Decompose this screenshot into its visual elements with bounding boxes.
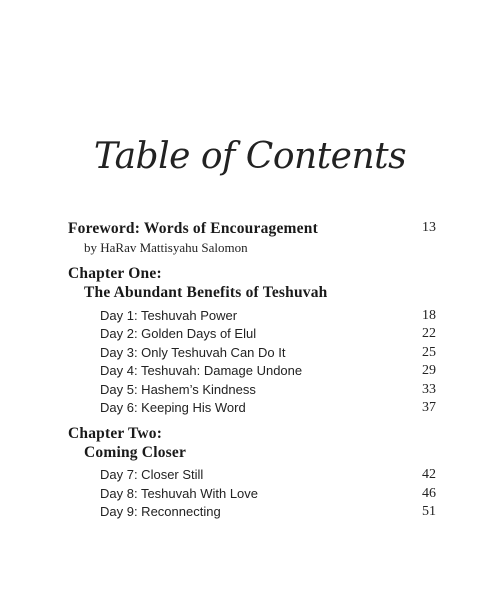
chapter-subtitle (0, 444, 500, 464)
toc-foreword (0, 220, 500, 240)
toc-entry (0, 400, 500, 420)
chapter-two-heading: Chapter Two: (68, 425, 163, 442)
entry-title: Day 9: Reconnecting (100, 504, 221, 519)
chapter-heading (0, 265, 500, 285)
toc-entry (0, 363, 500, 383)
chapter-two-subtitle: Coming Closer (84, 444, 187, 461)
toc-entry (0, 382, 500, 402)
entry-page-number: 46 (422, 486, 436, 501)
toc-entry (0, 467, 500, 487)
entry-title: Day 1: Teshuvah Power (100, 308, 238, 323)
entry-title: Day 8: Teshuvah With Love (100, 486, 259, 501)
entry-page-number: 22 (422, 326, 436, 341)
toc-entry (0, 486, 500, 506)
entry-title: Day 2: Golden Days of Elul (100, 326, 257, 341)
toc-foreword-byline (0, 240, 500, 260)
toc-entry (0, 326, 500, 346)
chapter-one-subtitle: The Abundant Benefits of Teshuvah (84, 284, 328, 301)
toc-entry (0, 308, 500, 328)
entry-page-number: 37 (422, 400, 436, 415)
entry-title: Day 4: Teshuvah: Damage Undone (100, 363, 303, 378)
toc-entry (0, 345, 500, 365)
entry-page-number: 42 (422, 467, 436, 482)
chapter-heading (0, 425, 500, 445)
foreword-title: Foreword: Words of Encouragement (68, 220, 318, 237)
entry-page-number: 51 (422, 504, 436, 519)
foreword-page-number: 13 (422, 220, 436, 235)
foreword-byline: by HaRav Mattisyahu Salomon (84, 240, 248, 255)
chapter-one-heading: Chapter One: (68, 265, 162, 282)
entry-page-number: 18 (422, 308, 436, 323)
entry-title: Day 7: Closer Still (100, 467, 204, 482)
entry-title: Day 5: Hashem’s Kindness (100, 382, 256, 397)
chapter-subtitle (0, 284, 500, 304)
entry-page-number: 33 (422, 382, 436, 397)
entry-title: Day 3: Only Teshuvah Can Do It (100, 345, 286, 360)
entry-title: Day 6: Keeping His Word (100, 400, 246, 415)
entry-page-number: 29 (422, 363, 436, 378)
entry-page-number: 25 (422, 345, 436, 360)
toc-entry (0, 504, 500, 524)
page-title: Table of Contents (93, 136, 407, 177)
